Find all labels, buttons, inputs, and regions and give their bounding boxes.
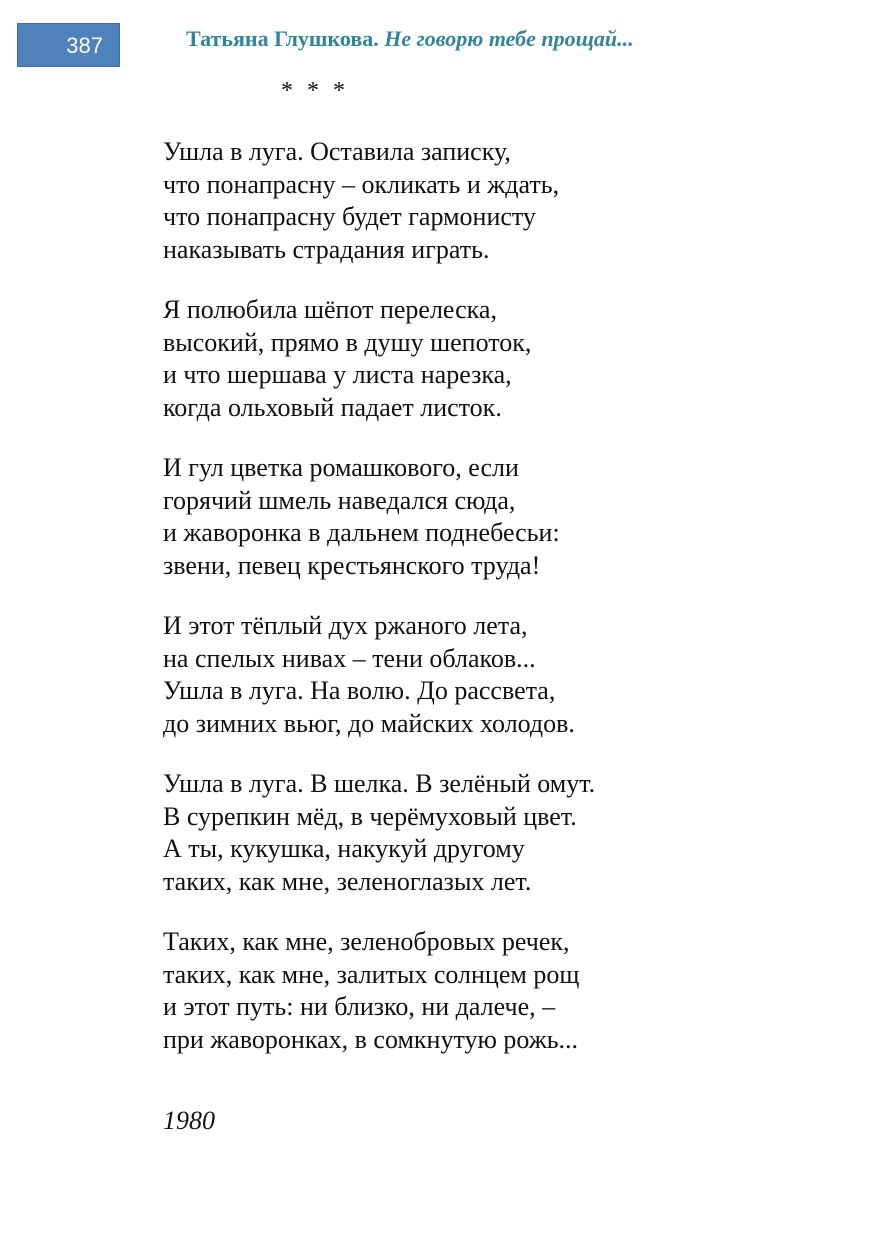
stanza-1 [163,136,803,266]
poem-line: Ушла в луга. На волю. До рассвета, [163,676,556,705]
poem-year: 1980 [163,1106,215,1135]
stanza-4 [163,610,803,740]
poem-line: когда ольховый падает листок. [163,392,502,422]
page-number: 387 [17,23,120,67]
poem-line: таких, как мне, зеленоглазых лет. [163,866,532,896]
header-title: Не говорю тебе прощай... [384,26,634,51]
poem-line: и что шершава у листа нарезка, [163,360,512,389]
poem-line: до зимних вьюг, до майских холодов. [163,708,575,738]
poem-line: горячий шмель наведался сюда, [163,485,516,515]
stanza-3 [163,452,803,582]
poem-line: что понапрасну – окликать и ждать, [163,169,560,199]
poem-line: звени, певец крестьянского труда! [163,550,541,580]
stanza-2 [163,294,803,424]
poem-line: на спелых нивах – тени облаков... [163,643,536,673]
poem-line: что понапрасну будет гармонисту [163,202,536,231]
poem-line: высокий, прямо в душу шепоток, [163,327,532,357]
stanza-6 [163,926,803,1056]
poem-line: при жаворонках, в сомкнутую рожь... [163,1024,579,1054]
poem-body [163,136,803,1084]
poem-line: Таких, как мне, зеленобровых речек, [163,927,570,956]
poem-separator: * * * [281,78,349,104]
stanza-5 [163,768,803,898]
poem-line: Ушла в луга. В шелка. В зелёный омут. [163,769,596,798]
poem-line: И этот тёплый дух ржаного лета, [163,611,528,640]
poem-line: Я полюбила шёпот перелеска, [163,295,497,324]
header-author: Татьяна Глушкова. [186,26,379,51]
running-header [186,24,634,54]
poem-line: и этот путь: ни близко, ни далече, – [163,992,556,1021]
poem-line: Ушла в луга. Оставила записку, [163,137,511,166]
poem-line: таких, как мне, залитых солнцем рощ [163,959,580,989]
poem-line: наказывать страдания играть. [163,234,490,264]
poem-line: А ты, кукушка, накукуй другому [163,834,525,863]
poem-line: И гул цветка ромашкового, если [163,453,519,482]
poem-line: В сурепкин мёд, в черёмуховый цвет. [163,801,577,831]
poem-line: и жаворонка в дальнем поднебесьи: [163,518,560,547]
